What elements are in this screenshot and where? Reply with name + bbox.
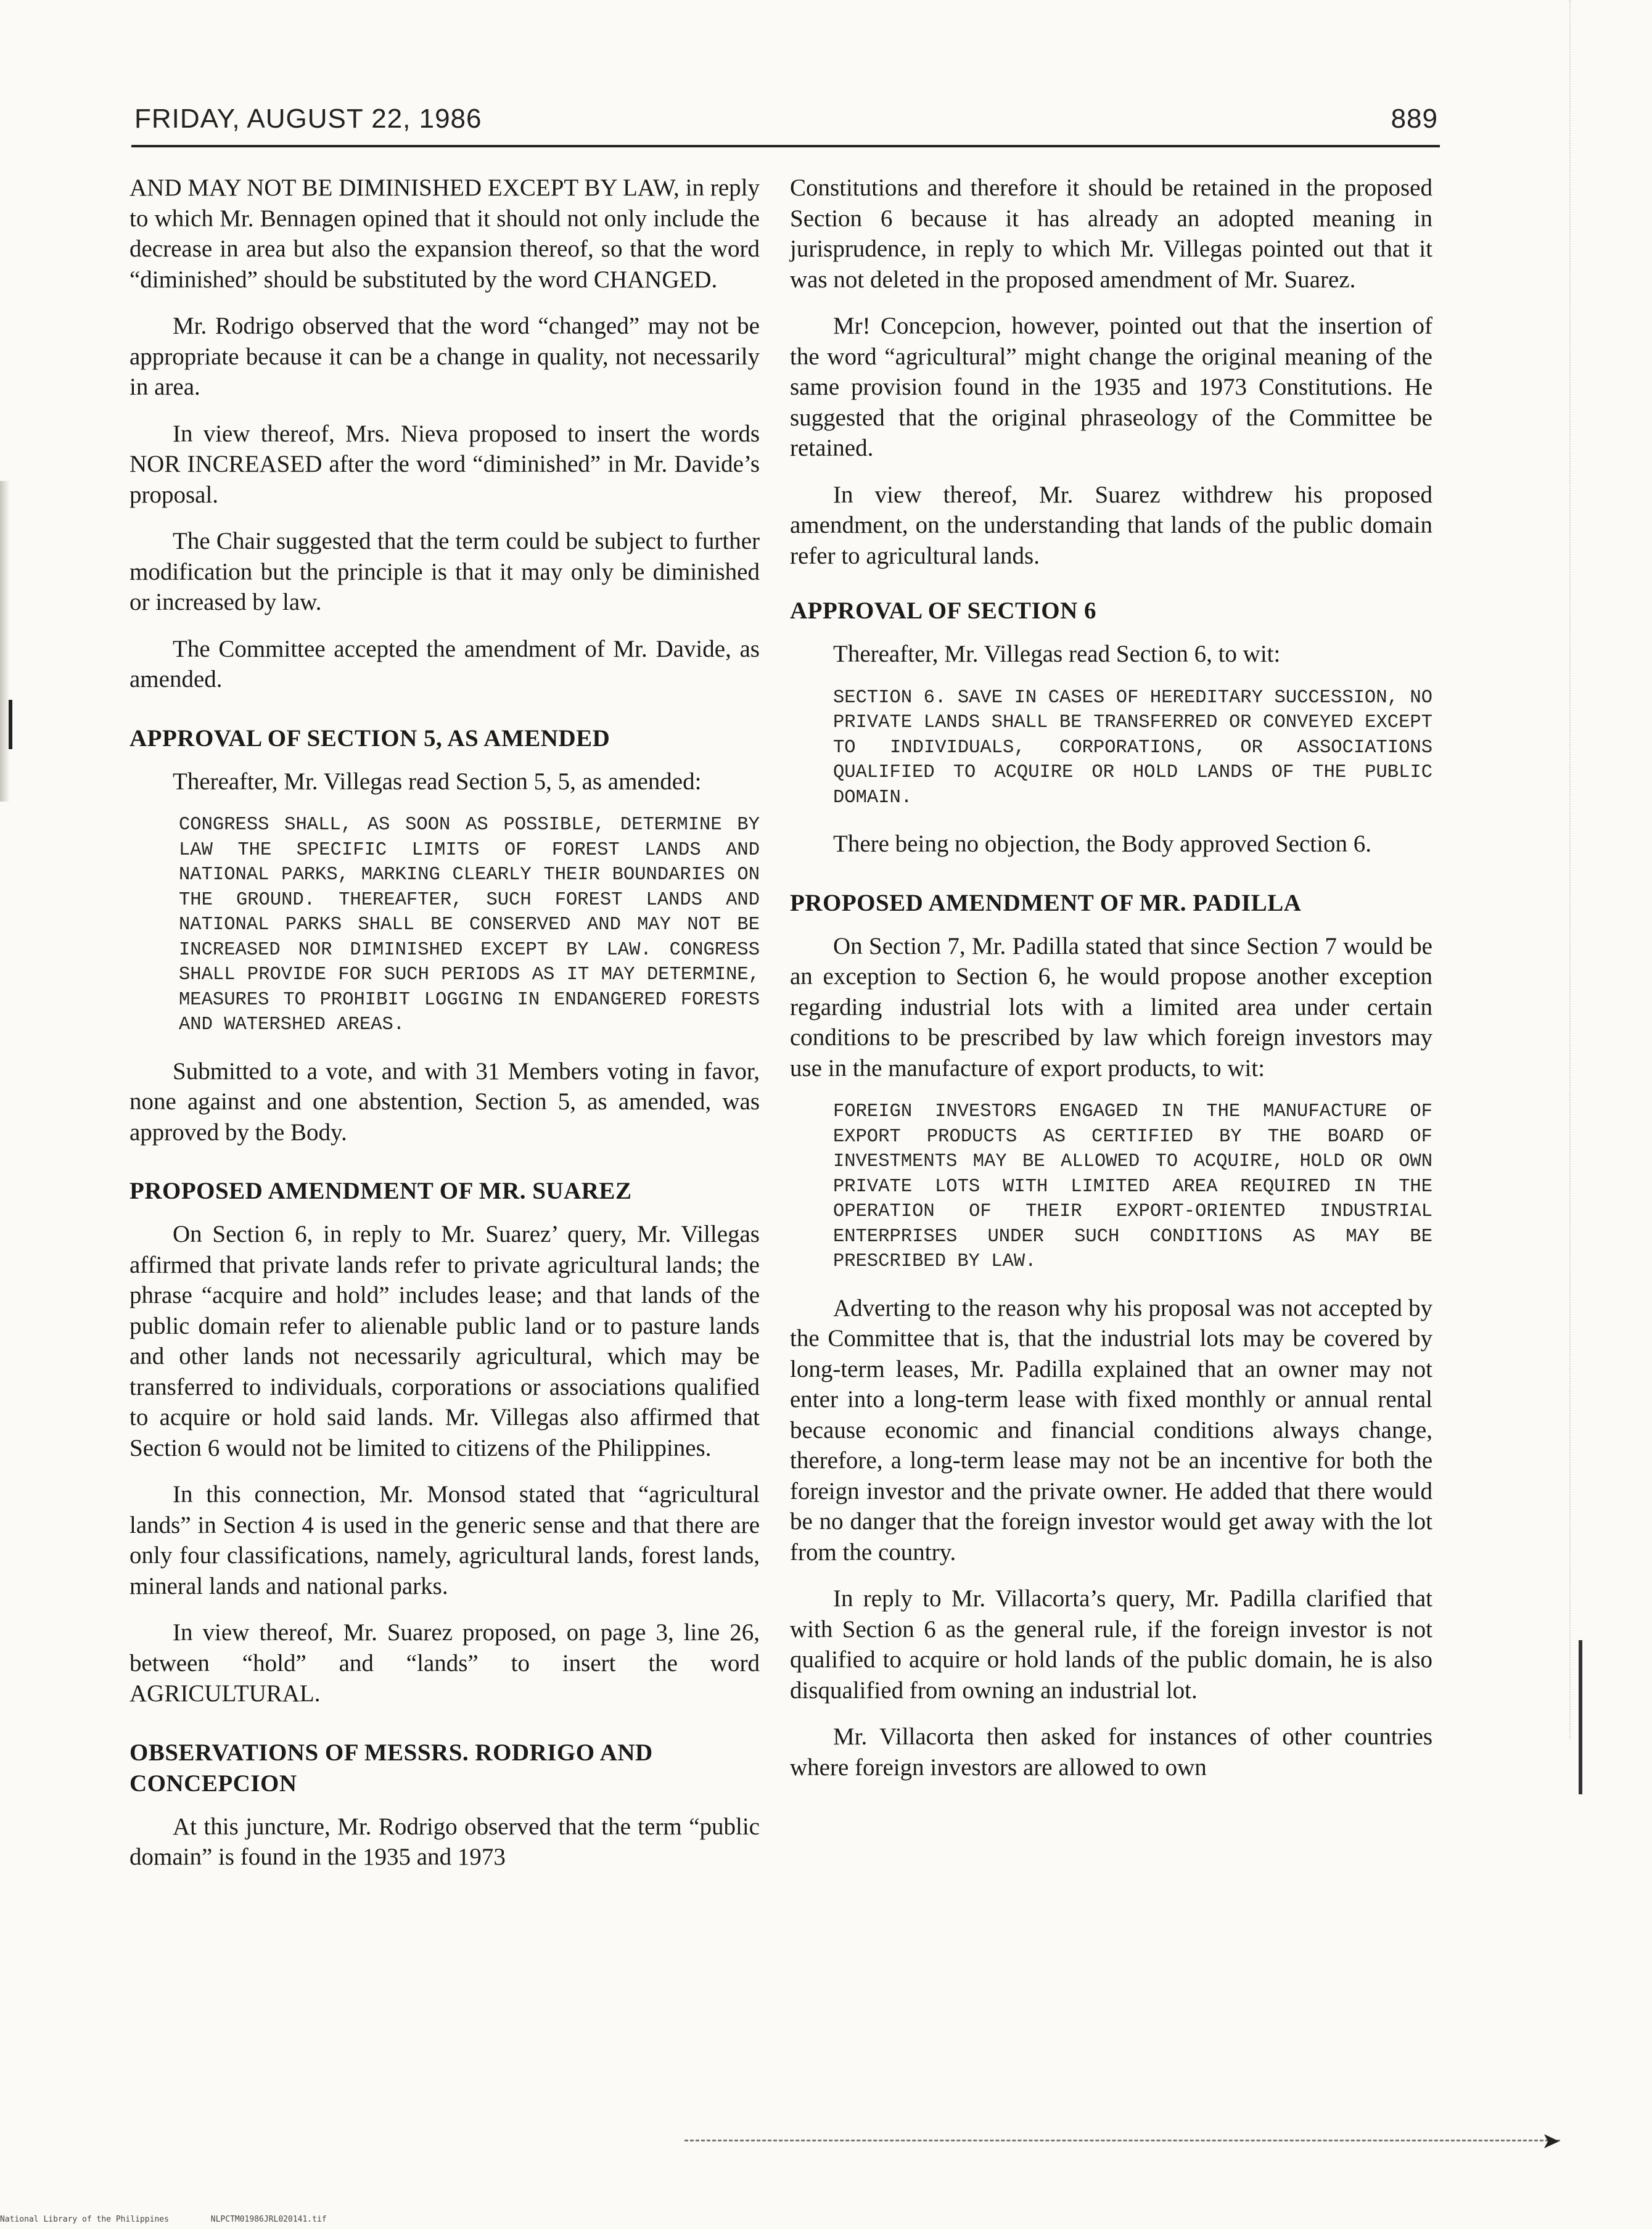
footer-filename: NLPCTM01986JRL020141.tif [210, 2215, 327, 2224]
paragraph: Mr. Villacorta then asked for instances of other countries where foreign investors are allowed to own [790, 1723, 1432, 1781]
bottom-arrow-mark: ➤ [1542, 2128, 1561, 2154]
paragraph: Constitutions and therefore it should be retained in the proposed Section 6 because it has already an adopted meaning in jurisprudence, in reply to which Mr. Villegas pointed out that it was not deleted in the proposed amendment of Mr. Suarez. [790, 174, 1432, 293]
paragraph: Mr! Concepcion, however, pointed out that the insertion of the word “agricultural” might change the original meaning of the same provision found in the 1935 and 1973 Constitutions. He suggested that the original phraseology of the Committee be retained. [790, 313, 1432, 461]
scan-footer [0, 2215, 555, 2227]
paragraph: The Committee accepted the amendment of Mr. Davide, as amended. [129, 635, 760, 692]
section-heading: PROPOSED AMENDMENT OF MR. SUAREZ [129, 1178, 632, 1204]
paragraph: Mr. Rodrigo observed that the word “changed” may not be appropriate because it can be a change in quality, not necessarily in area. [129, 313, 760, 400]
section-heading: APPROVAL OF SECTION 6 [790, 597, 1096, 624]
left-column [129, 173, 760, 1889]
paragraph: The Chair suggested that the term could be subject to further modification but the principle is that it may only be diminished or increased by law. [129, 528, 760, 615]
header-date: FRIDAY, AUGUST 22, 1986 [134, 104, 482, 134]
quoted-provision: SECTION 6. SAVE IN CASES OF HEREDITARY SUCCESSION, NO PRIVATE LANDS SHALL BE TRANSFERRED OR CONVEYED EXCEPT TO INDIVIDUALS, CORPORATIONS, OR ASSOCIATIONS QUALIFIED TO ACQUIRE OR HOLD LANDS OF THE PUBLIC DOMAIN. [833, 687, 1432, 808]
paragraph: In reply to Mr. Villacorta’s query, Mr. Padilla clarified that with Section 6 as the general rule, if the foreign investor is not qualified to acquire or hold lands of the public domain, he is also disqualified from owning an industrial lot. [790, 1585, 1432, 1704]
page-header [134, 104, 1438, 141]
quoted-provision: CONGRESS SHALL, AS SOON AS POSSIBLE, DETERMINE BY LAW THE SPECIFIC LIMITS OF FOREST LANDS AND NATIONAL PARKS, MARKING CLEARLY THEIR BOUNDARIES ON THE GROUND. THEREAFTER, SUCH FOREST LANDS AND NATIONAL PARKS SHALL BE CONSERVED AND MAY NOT BE INCREASED NOR DIMINISHED EXCEPT BY LAW. CONGRESS SHALL PROVIDE FOR SUCH PERIODS AS IT MAY DETERMINE, MEASURES TO PROHIBIT LOGGING IN ENDANGERED FORESTS AND WATERSHED AREAS. [179, 815, 760, 1035]
scan-margin-mark [9, 700, 12, 749]
paragraph: On Section 6, in reply to Mr. Suarez’ query, Mr. Villegas affirmed that private lands refer to private agricultural lands; the phrase “acquire and hold” includes lease; and that lands of the public domain refer to alienable public land or to pasture lands and other lands not necessarily agricultural, which may be transferred to individuals, corporations or associations qualified to acquire or hold said lands. Mr. Villegas also affirmed that Section 6 would not be limited to citizens of the Philippines. [129, 1221, 760, 1461]
paragraph: At this juncture, Mr. Rodrigo observed that the term “public domain” is found in the 1935 and 1973 [129, 1813, 760, 1870]
paragraph: Thereafter, Mr. Villegas read Section 5, 5, as amended: [173, 768, 702, 795]
paragraph: AND MAY NOT BE DIMINISHED EXCEPT BY LAW, in reply to which Mr. Bennagen opined that it should not only include the decrease in area but also the expansion thereof, so that the word “diminished” should be substituted by the word CHANGED. [129, 174, 760, 293]
scan-right-edge-bar [1579, 1640, 1582, 1794]
paragraph: In view thereof, Mrs. Nieva proposed to insert the words NOR INCREASED after the word “diminished” in Mr. Davide’s proposal. [129, 420, 760, 508]
paragraph: Adverting to the reason why his proposal was not accepted by the Committee that is, that the industrial lots may be covered by long-term leases, Mr. Padilla explained that an owner may not enter into a long-term lease with fixed monthly or annual rental because economic and financial conditions always change, therefore, a long-term lease may not be an incentive for both the foreign investor and the private owner. He added that there would be no danger that the foreign investor would get away with the lot from the country. [790, 1294, 1432, 1566]
paragraph: Submitted to a vote, and with 31 Members voting in favor, none against and one abstention, Section 5, as amended, was approved by the Body. [129, 1057, 760, 1146]
scan-left-edge-shadow [0, 481, 10, 802]
section-heading: OBSERVATIONS OF MESSRS. RODRIGO AND CONCEPCION [129, 1739, 653, 1797]
section-heading: PROPOSED AMENDMENT OF MR. PADILLA [790, 889, 1302, 916]
paragraph: There being no objection, the Body approved Section 6. [833, 831, 1371, 857]
quoted-provision: FOREIGN INVESTORS ENGAGED IN THE MANUFACTURE OF EXPORT PRODUCTS AS CERTIFIED BY THE BOARD OF INVESTMENTS MAY BE ALLOWED TO ACQUIRE, HOLD OR OWN PRIVATE LOTS WITH LIMITED AREA REQUIRED IN THE OPERATION OF THEIR EXPORT-ORIENTED INDUSTRIAL ENTERPRISES UNDER SUCH CONDITIONS AS MAY BE PRESCRIBED BY LAW. [833, 1101, 1432, 1272]
paragraph: On Section 7, Mr. Padilla stated that since Section 7 would be an exception to Section 6, he would propose another exception regarding industrial lots with a limited area under certain conditions to be prescribed by law which foreign investors may use in the manufacture of export products, to wit: [790, 932, 1432, 1082]
page-number: 889 [1391, 104, 1438, 134]
right-column [790, 173, 1432, 1799]
paragraph: In view thereof, Mr. Suarez withdrew his proposed amendment, on the understanding that lands of the public domain refer to agricultural lands. [790, 481, 1432, 569]
header-rule [131, 145, 1440, 147]
section-heading: APPROVAL OF SECTION 5, AS AMENDED [129, 725, 610, 752]
paragraph: In view thereof, Mr. Suarez proposed, on page 3, line 26, between “hold” and “lands” to insert the word AGRICULTURAL. [129, 1619, 760, 1707]
paragraph: In this connection, Mr. Monsod stated that “agricultural lands” in Section 4 is used in the generic sense and that there are only four classifications, namely, agricultural lands, forest lands, mineral lands and national parks. [129, 1481, 760, 1599]
footer-library: National Library of the Philippines [0, 2215, 169, 2224]
paragraph: Thereafter, Mr. Villegas read Section 6, to wit: [833, 641, 1281, 667]
bottom-dashed-rule [684, 2140, 1560, 2141]
scan-right-edge-dots [1569, 0, 1589, 1739]
